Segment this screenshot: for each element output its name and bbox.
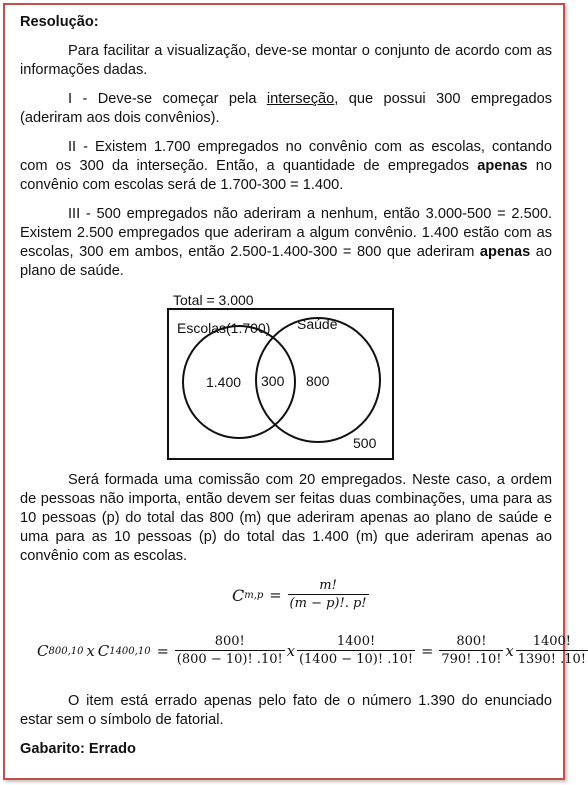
step-1-text: I - Deve-se começar pela — [68, 91, 267, 107]
applied-c1: C — [37, 641, 49, 660]
fraction-800-simplified-den: 790! .10! — [441, 652, 502, 667]
intro-text: Para facilitar a visualização, deve-se montar o conjunto de acordo com as informações dadas. — [20, 43, 552, 78]
combination-formula — [20, 576, 552, 626]
formula-c: C — [232, 585, 245, 605]
step-3-text: III - 500 empregados não aderiram a nenhum, então 3.000-500 = 2.500. Existem 2.500 empregados que aderiram a algum convênio. 1.400 estão com as escolas, 300 em ambos, então 2.500-1.400-300 = 800 que aderiram — [20, 206, 552, 260]
step-3-emphasis: apenas — [479, 244, 531, 260]
venn-svg — [5, 291, 575, 461]
venn-outside-value: 500 — [353, 435, 377, 451]
venn-left-only-value: 1.400 — [206, 374, 242, 390]
step-3-text-end: ao plano de saúde. — [20, 244, 552, 279]
commission-paragraph — [20, 471, 552, 566]
applied-c2-sub: 1400,10 — [109, 645, 151, 657]
step-2-text-end: no convênio com escolas será de 1.700-300 = 1.400. — [20, 158, 552, 193]
applied-c1-sub: 800,10 — [48, 645, 84, 657]
answer-key: Gabarito: Errado — [20, 741, 136, 757]
fraction-800-den: (800 − 10)! .10! — [176, 652, 283, 667]
step-2-text: II - Existem 1.700 empregados no convênio com as escolas, contando com os 300 da interseção. Então, a quantidade de empregados — [20, 139, 552, 174]
intersection-term: interseção — [266, 91, 335, 107]
times-sign-3: x — [505, 642, 514, 660]
times-sign: x — [86, 642, 95, 660]
formula-numerator: m! — [319, 578, 337, 593]
venn-total-label: Total = 3.000 — [173, 292, 254, 308]
fraction-1400-simplified-den: 1390! .10! — [517, 652, 587, 667]
fraction-1400-num: 1400! — [336, 634, 376, 649]
fraction-1400-simplified — [516, 634, 588, 668]
fraction-800-simplified — [439, 634, 503, 668]
fraction-800-simplified-num: 800! — [456, 634, 487, 649]
step-3-paragraph — [20, 205, 552, 281]
step-1-paragraph — [20, 90, 552, 128]
step-2-emphasis: apenas — [477, 158, 528, 174]
applied-formula — [20, 632, 587, 682]
venn-intersection-value: 300 — [261, 373, 285, 389]
formula-c-sub: m,p — [244, 589, 264, 601]
equals-sign: = — [269, 586, 282, 604]
applied-c2: C — [97, 641, 110, 660]
step-2-paragraph — [20, 138, 552, 195]
resolution-content — [20, 13, 587, 759]
step-1-text-end: , que possui 300 empregados (aderiram aos dois convênios). — [20, 91, 552, 126]
commission-text: Será formada uma comissão com 20 empregados. Neste caso, a ordem de pessoas não importa, então devem ser feitas duas combinações, uma para as 10 pessoas (p) do total das 800 (m) que aderiram apenas ao plano de saúde e uma para as 10 pessoas (p) do total das 1.400 (m) que aderiram apenas ao convênio com as escolas. — [20, 472, 552, 564]
formula-fraction — [288, 578, 369, 612]
equals-sign-2: = — [421, 642, 434, 660]
fraction-1400-simplified-num: 1400! — [532, 634, 572, 649]
equals-sign-1: = — [156, 642, 169, 660]
conclusion-paragraph — [20, 692, 552, 730]
venn-right-set-label: Saúde — [297, 316, 338, 332]
conclusion-text: O item está errado apenas pelo fato de o número 1.390 do enunciado estar sem o símbolo de fatorial. — [20, 693, 552, 728]
fraction-1400-den: (1400 − 10)! .10! — [298, 652, 414, 667]
fraction-1400 — [297, 634, 415, 668]
content-box — [3, 3, 587, 780]
resolution-heading: Resolução: — [20, 14, 99, 30]
intro-paragraph — [20, 42, 552, 80]
times-sign-2: x — [286, 642, 295, 660]
venn-right-only-value: 800 — [306, 373, 330, 389]
fraction-800-num: 800! — [214, 634, 245, 649]
fraction-800 — [175, 634, 285, 668]
formula-denominator: (m − p)!. p! — [289, 596, 367, 611]
venn-diagram — [5, 291, 575, 461]
venn-left-set-label: Escolas(1.700) — [177, 320, 271, 336]
